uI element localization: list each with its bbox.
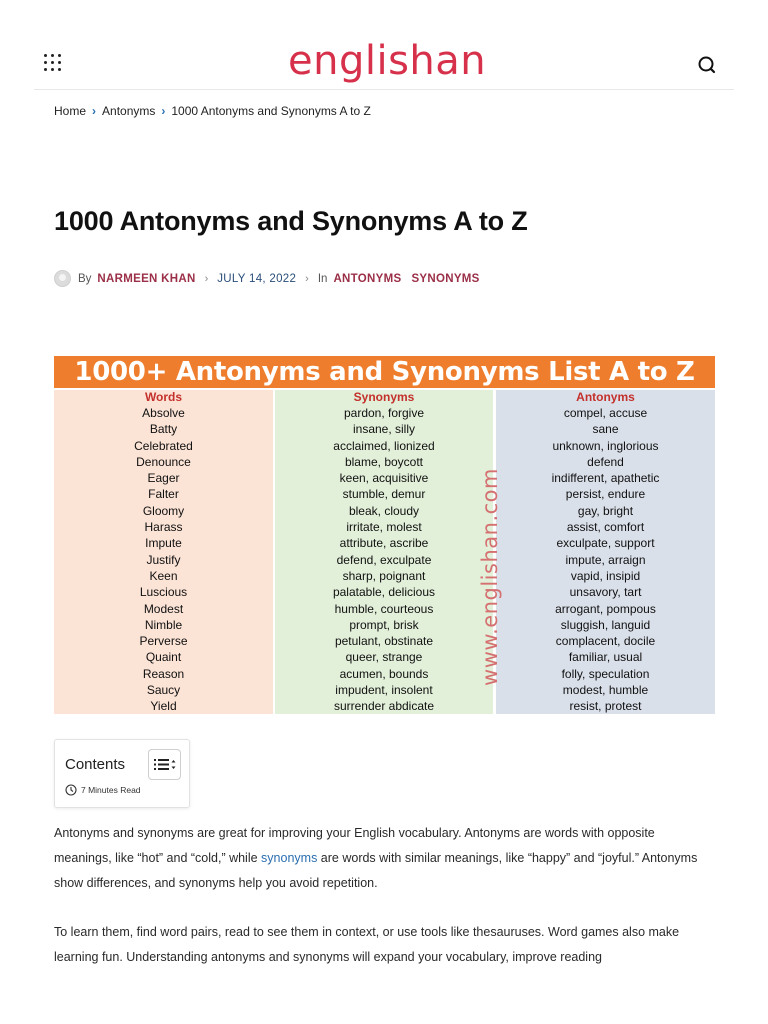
in-label: In: [317, 272, 328, 285]
author-link[interactable]: NARMEEN KHAN: [97, 272, 196, 285]
synonyms-cell: humble, courteous: [334, 601, 434, 616]
synonyms-cell: acumen, bounds: [339, 666, 429, 681]
antonyms-cell: resist, protest: [569, 699, 642, 714]
second-paragraph: To learn them, find word pairs, read to see them in context, or use tools like thesauruses. Word games also make learning fun. Understanding antonyms and synonyms will expand your vocabulary, improve reading: [54, 925, 680, 964]
word-cell: Luscious: [139, 585, 188, 600]
words-header: Words: [144, 390, 183, 404]
breadcrumb: [54, 104, 371, 118]
logo-first-letter: e: [288, 38, 314, 84]
read-time: [65, 784, 141, 796]
antonyms-cell: gay, bright: [577, 503, 634, 518]
word-cell: Keen: [149, 568, 178, 583]
watermark: [460, 462, 520, 692]
by-label: By: [78, 272, 92, 285]
search-icon[interactable]: [696, 54, 718, 76]
word-cell: Reason: [142, 666, 185, 681]
word-cell: Impute: [145, 536, 182, 551]
word-cell: Nimble: [144, 617, 183, 632]
toc-label: Contents: [65, 756, 126, 773]
synonyms-cell: bleak, cloudy: [348, 503, 420, 518]
synonyms-cell: palatable, delicious: [332, 585, 436, 600]
antonyms-cell: assist, comfort: [566, 520, 645, 535]
logo-text: nglishan: [313, 38, 487, 84]
intro-paragraph: [54, 821, 714, 896]
word-cell: Denounce: [136, 454, 191, 469]
word-cell: Yield: [150, 699, 177, 714]
avatar[interactable]: [54, 270, 71, 287]
antonyms-cell: defend: [587, 454, 624, 469]
antonyms-cell: persist, endure: [565, 487, 646, 502]
intro-text-b: are words with similar meanings, like “happy” and “joyful.” Antonyms show differences, and synonyms help you avoid repetition.: [54, 851, 698, 890]
synonyms-cell: blame, boycott: [344, 454, 424, 469]
table-of-contents: [54, 739, 190, 808]
antonyms-cell: indifferent, apathetic: [551, 471, 660, 486]
word-cell: Saucy: [146, 683, 181, 698]
chevron-right-icon: ›: [161, 104, 166, 118]
read-time-text: 7 Minutes Read: [81, 785, 141, 795]
synonyms-cell: prompt, brisk: [349, 617, 419, 632]
chevron-right-icon: ›: [204, 272, 209, 285]
page-title: 1000 Antonyms and Synonyms A to Z: [54, 206, 528, 236]
antonyms-cell: folly, speculation: [561, 666, 650, 681]
word-cell: Celebrated: [134, 438, 193, 453]
clock-icon: [65, 784, 77, 796]
synonyms-cell: insane, silly: [352, 422, 416, 437]
word-cell: Perverse: [139, 634, 188, 649]
antonyms-cell: unknown, inglorious: [552, 438, 659, 453]
antonyms-cell: sane: [592, 422, 619, 437]
category-link-antonyms[interactable]: ANTONYMS: [333, 272, 402, 285]
site-logo[interactable]: [288, 38, 486, 84]
synonyms-cell: defend, exculpate: [336, 552, 432, 567]
synonyms-cell: stumble, demur: [342, 487, 426, 502]
synonyms-cell: petulant, obstinate: [334, 634, 434, 649]
antonyms-cell: sluggish, languid: [560, 617, 651, 632]
chevron-right-icon: ›: [92, 104, 97, 118]
synonyms-link[interactable]: synonyms: [261, 851, 318, 865]
breadcrumb-home[interactable]: Home: [54, 104, 87, 118]
word-cell: Falter: [148, 487, 179, 502]
word-cell: Modest: [143, 601, 184, 616]
synonyms-header: Synonyms: [353, 390, 415, 404]
word-cell: Absolve: [142, 406, 185, 420]
synonyms-cell: keen, acquisitive: [339, 471, 429, 486]
breadcrumb-current: 1000 Antonyms and Synonyms A to Z: [171, 104, 371, 118]
word-cell: Justify: [146, 552, 181, 567]
synonyms-cell: impudent, insolent: [335, 683, 433, 698]
antonyms-cell: exculpate, support: [556, 536, 655, 551]
breadcrumb-antonyms[interactable]: Antonyms: [102, 104, 156, 118]
post-date: JULY 14, 2022: [217, 272, 297, 285]
antonyms-cell: familiar, usual: [568, 650, 643, 665]
featured-image: [54, 356, 715, 714]
antonyms-cell: unsavory, tart: [569, 585, 642, 600]
synonyms-cell: irritate, molest: [346, 520, 422, 535]
intro-text-a: Antonyms and synonyms are great for improving your English vocabulary. Antonyms are words with opposite meanings, like “hot” and “cold,” while: [54, 826, 655, 865]
antonyms-cell: impute, arraign: [565, 552, 646, 567]
synonyms-cell: acclaimed, lionized: [333, 438, 435, 453]
word-cell: Eager: [147, 471, 180, 486]
category-link-synonyms[interactable]: SYNONYMS: [411, 272, 480, 285]
antonyms-cell: vapid, insipid: [570, 568, 641, 583]
words-column: [54, 390, 273, 714]
watermark-text: www.englishan.com: [478, 468, 502, 686]
synonyms-cell: attribute, ascribe: [339, 536, 429, 551]
antonyms-cell: compel, accuse: [563, 406, 648, 420]
antonyms-header: Antonyms: [576, 390, 635, 404]
chevron-right-icon: ›: [305, 272, 309, 285]
word-cell: Batty: [149, 422, 178, 437]
word-cell: Gloomy: [142, 503, 185, 518]
post-meta: [54, 270, 490, 287]
antonyms-column: [496, 390, 715, 714]
list-toggle-icon: [149, 750, 180, 779]
site-header: [34, 20, 734, 90]
word-cell: Harass: [144, 520, 183, 535]
word-cell: Quaint: [145, 650, 182, 665]
synonyms-cell: pardon, forgive: [343, 406, 425, 420]
toc-toggle-button[interactable]: [148, 749, 181, 780]
antonyms-cell: arrogant, pompous: [555, 601, 656, 616]
synonyms-cell: surrender abdicate: [333, 699, 435, 714]
menu-grid-icon[interactable]: [44, 54, 62, 72]
antonyms-cell: complacent, docile: [555, 634, 656, 649]
image-banner: 1000+ Antonyms and Synonyms List A to Z: [54, 356, 715, 388]
synonyms-cell: queer, strange: [345, 650, 423, 665]
antonyms-cell: modest, humble: [562, 683, 649, 698]
synonyms-cell: sharp, poignant: [342, 568, 426, 583]
